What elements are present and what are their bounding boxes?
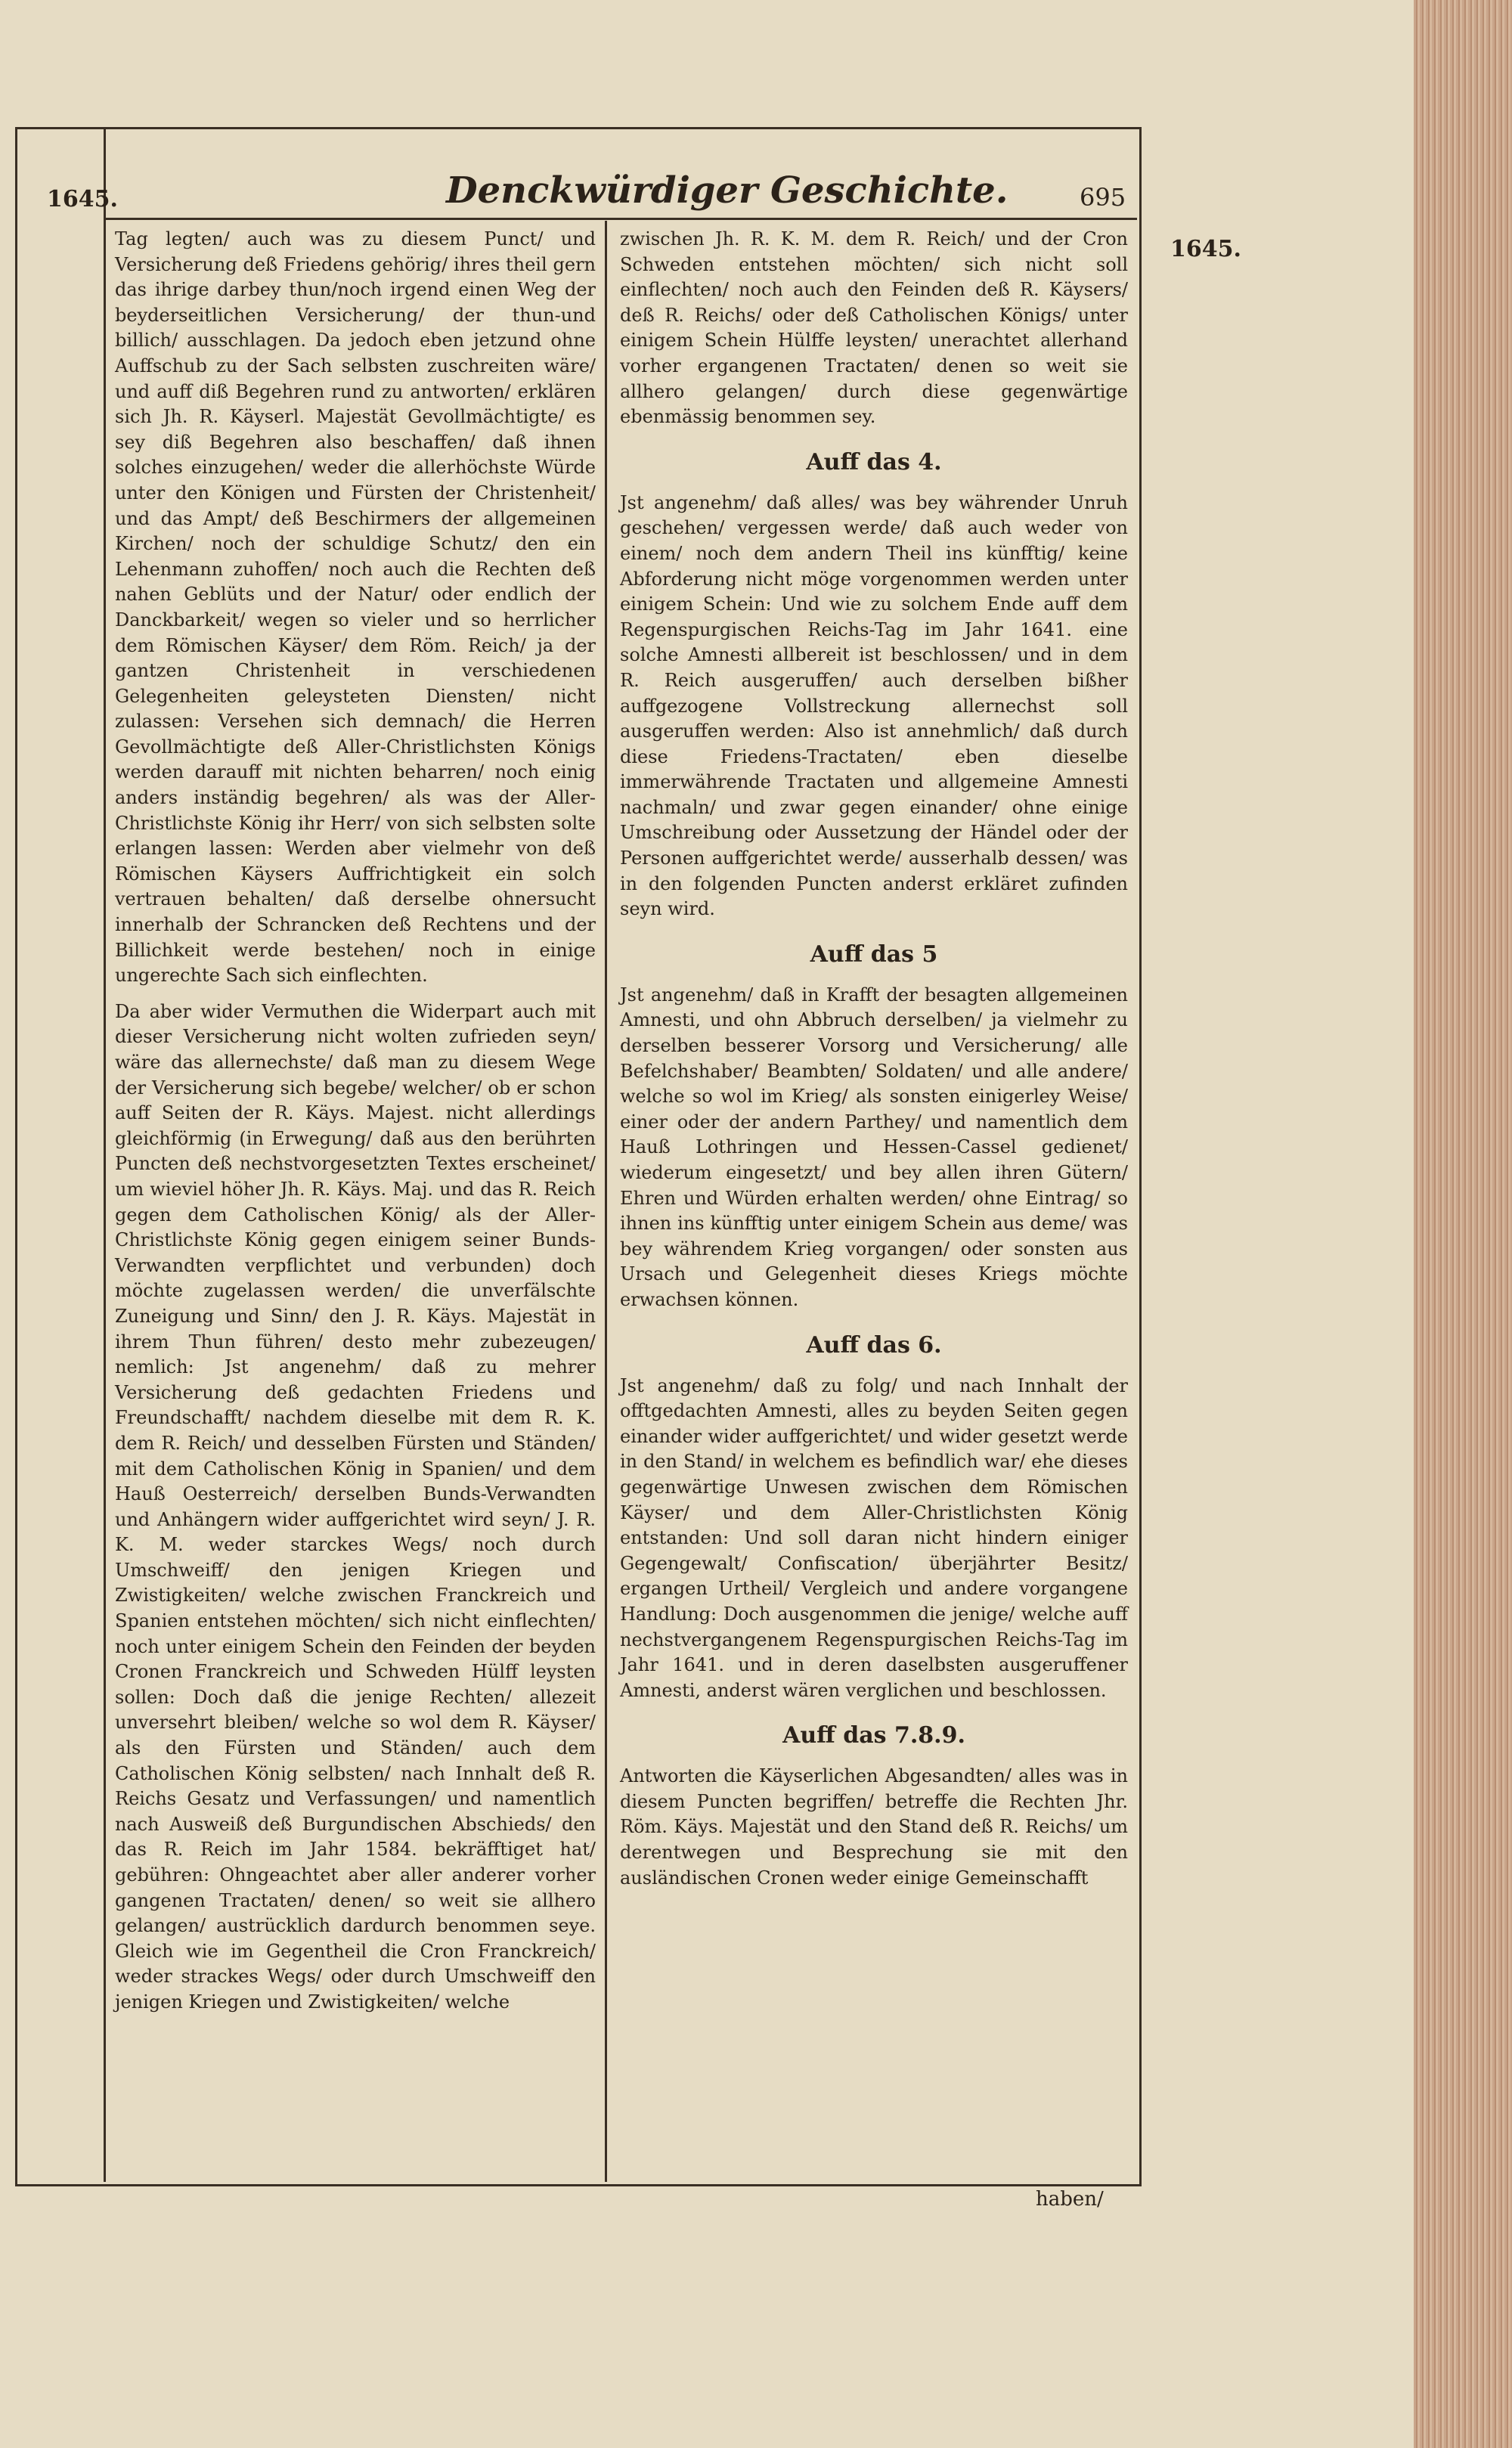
paragraph: Tag legten/ auch was zu diesem Punct/ und Versicherung deß Friedens gehörig/ ihres theil gern das ihrige darbey thun/noch irgend einen Weg der beyderseitlichen Versicherung/ der thun-und billich/ ausschlagen. Da jedoch eben jetzund ohne Auffschub zu der Sach selbsten zuschreiten wäre/ und auff diß Begehren rund zu antworten/ erklären sich Jh. R. Käyserl. Majestät Gevollmächtigte/ es sey diß Begehren also beschaffen/ daß ihnen solches einzugehen/ weder die allerhöchste Würde unter den Königen und Fürsten der Christenheit/ und das Ampt/ deß Beschirmers der allgemeinen Kirchen/ noch der schuldige Schutz/ den ein Lehenmann zuhoffen/ noch auch die Rechten deß nahen Geblüts und der Natur/ oder endlich der Danckbarkeit/ wegen so vieler und so herrlicher dem Römischen Käyser/ dem Röm. Reich/ ja der gantzen Christenheit in verschiedenen Gelegenheiten geleysteten Diensten/ nicht zulassen: Versehen sich demnach/ die Herren Gevollmächtigte deß Aller-Christlichsten Königs werden darauff mit nichten beharren/ noch einig anders inständig begehren/ als was der Aller-Christlichste König ihr Herr/ von sich selbsten solte erlangen lassen: Werden aber vielmehr von deß Römischen Käysers Auffrichtigkeit ein solch vertrauen behalten/ daß derselbe ohnersucht innerhalb der Schrancken deß Rechtens und der Billichkeit werde bestehen/ noch in einige ungerechte Sach sich einflechten. [115, 228, 596, 987]
section-heading: Auff das 6. [806, 1331, 942, 1359]
margin-rule [104, 127, 106, 2182]
margin-year-right: 1645. [1170, 236, 1241, 262]
paragraph: Antworten die Käyserlichen Abgesandten/ alles was in diesem Puncten begriffen/ betreffe die Rechten Jhr. Röm. Käys. Majestät und den Stand deß R. Reichs/ um derentwegen und Besprechung sie mit den ausländischen Cronen weder einige Gemeinschafft [620, 1765, 1128, 1889]
page-edges [1414, 0, 1512, 2448]
right-column [620, 227, 1128, 2170]
header-rule [106, 218, 1137, 220]
paragraph: Jst angenehm/ daß zu folg/ und nach Innhalt der offtgedachten Amnesti, alles zu beyden Seiten gegen einander wider auffgerichtet/ und wider gesetzt werde in den Stand/ in welchem es befindlich war/ ehe dieses gegenwärtige Unwesen zwischen dem Römischen Käyser/ und dem Aller-Christlichsten König entstanden: Und soll daran nicht hindern einiger Gegengewalt/ Confiscation/ überjährter Besitz/ ergangen Urtheil/ Vergleich und andere vorgangene Handlung: Doch ausgenommen die jenige/ welche auff nechstvergangenem Regenspurgischen Reichs-Tag im Jahr 1641. und in deren daselbsten ausgeruffener Amnesti, anderst wären verglichen und beschlossen. [620, 1374, 1128, 1701]
column-divider [605, 221, 607, 2182]
running-head: Denckwürdiger Geschichte. [446, 169, 1009, 212]
left-column [115, 227, 596, 2170]
section-heading: Auff das 4. [806, 448, 942, 476]
section-heading: Auff das 7.8.9. [782, 1722, 965, 1749]
paragraph: Jst angenehm/ daß alles/ was bey währender Unruh geschehen/ vergessen werde/ daß auch weder von einem/ noch dem andern Theil ins künfftig/ keine Abforderung nicht möge vorgenommen werden unter einigem Schein: Und wie zu solchem Ende auff dem Regenspurgischen Reichs-Tag im Jahr 1641. eine solche Amnesti allbereit ist beschlossen/ und in dem R. Reich ausgeruffen/ auch derselben bißher auffgezogene Vollstreckung allernechst soll ausgeruffen werden: Also ist annehmlich/ daß durch diese Friedens-Tractaten/ eben dieselbe immerwährende Tractaten und allgemeine Amnesti nachmaln/ und zwar gegen einander/ ohne einige Umschreibung oder Aussetzung der Händel oder der Personen auffgerichtet werde/ ausserhalb dessen/ was in den folgenden Puncten anderst erkläret zufinden seyn wird. [620, 491, 1128, 920]
page-number: 695 [1080, 183, 1126, 212]
catchword: haben/ [1036, 2188, 1104, 2211]
paragraph: Jst angenehm/ daß in Krafft der besagten allgemeinen Amnesti, und ohn Abbruch derselben/ ja vielmehr zu derselben besserer Vorsorg und Versicherung/ alle Befelchshaber/ Beambten/ Soldaten/ und alle andere/ welche so wol im Krieg/ als sonsten einigerley Weise/ einer oder der andern Parthey/ und namentlich dem Hauß Lothringen und Hessen-Cassel gedienet/ wiederum eingesetzt/ und bey allen ihren Gütern/ Ehren und Würden erhalten werden/ ohne Eintrag/ so ihnen ins künfftig unter einigem Schein aus deme/ was bey währendem Krieg vorgangen/ oder sonsten aus Ursach und Gelegenheit dieses Kriegs möchte erwachsen können. [620, 984, 1128, 1310]
paragraph: zwischen Jh. R. K. M. dem R. Reich/ und der Cron Schweden entstehen möchten/ sich nicht soll einflechten/ noch auch den Feinden deß R. Käysers/ deß R. Reichs/ oder deß Catholischen Königs/ unter einigem Schein Hülffe leysten/ unerachtet allerhand vorher ergangenen Tractaten/ denen so weit sie allhero gelangen/ durch diese gegenwärtige ebenmässig benommen sey. [620, 228, 1128, 428]
paragraph: Da aber wider Vermuthen die Widerpart auch mit dieser Versicherung nicht wolten zufrieden seyn/ wäre das allernechste/ daß man zu diesem Wege der Versicherung sich begebe/ welcher/ ob er schon auff Seiten der R. Käys. Majest. nicht allerdings gleichförmig (in Erwegung/ daß aus den berührten Puncten deß nechstvorgesetzten Textes erscheinet/ um wieviel höher Jh. R. Käys. Maj. und das R. Reich gegen dem Catholischen König/ als der Aller-Christlichste König gegen einigem seiner Bunds-Verwandten verpflichtet und verbunden) doch möchte zugelassen werden/ die unverfälschte Zuneigung und Sinn/ den J. R. Käys. Majestät in ihrem Thun führen/ desto mehr zubezeugen/ nemlich: Jst angenehm/ daß zu mehrer Versicherung deß gedachten Friedens und Freundschafft/ nachdem dieselbe mit dem R. K. dem R. Reich/ und desselben Fürsten und Ständen/ mit dem Catholischen König in Spanien/ und dem Hauß Oesterreich/ derselben Bunds-Verwandten und Anhängern wider auffgerichtet wird seyn/ J. R. K. M. weder starckes Wegs/ noch durch Umschweiff/ den jenigen Kriegen und Zwistigkeiten/ welche zwischen Franckreich und Spanien entstehen möchten/ sich nicht einflechten/ noch unter einigem Schein den Feinden der beyden Cronen Franckreich und Schweden Hülff leysten sollen: Doch daß die jenige Rechten/ allezeit unversehrt bleiben/ welche so wol dem R. Käyser/ als den Fürsten und Ständen/ auch dem Catholischen König selbsten/ nach Innhalt deß R. Reichs Gesatz und Verfassungen/ und namentlich nach Ausweiß deß Burgundischen Abschieds/ den das R. Reich im Jahr 1584. bekräfftiget hat/ gebühren: Ohngeachtet aber aller anderer vorher gangenen Tractaten/ denen/ so weit sie allhero gelangen/ austrücklich dardurch benommen seye. Gleich wie im Gegentheil die Cron Franckreich/ weder strackes Wegs/ oder durch Umschweiff den jenigen Kriegen und Zwistigkeiten/ welche [115, 1000, 596, 2013]
margin-year-left: 1645. [47, 186, 118, 212]
section-heading: Auff das 5 [810, 940, 938, 968]
